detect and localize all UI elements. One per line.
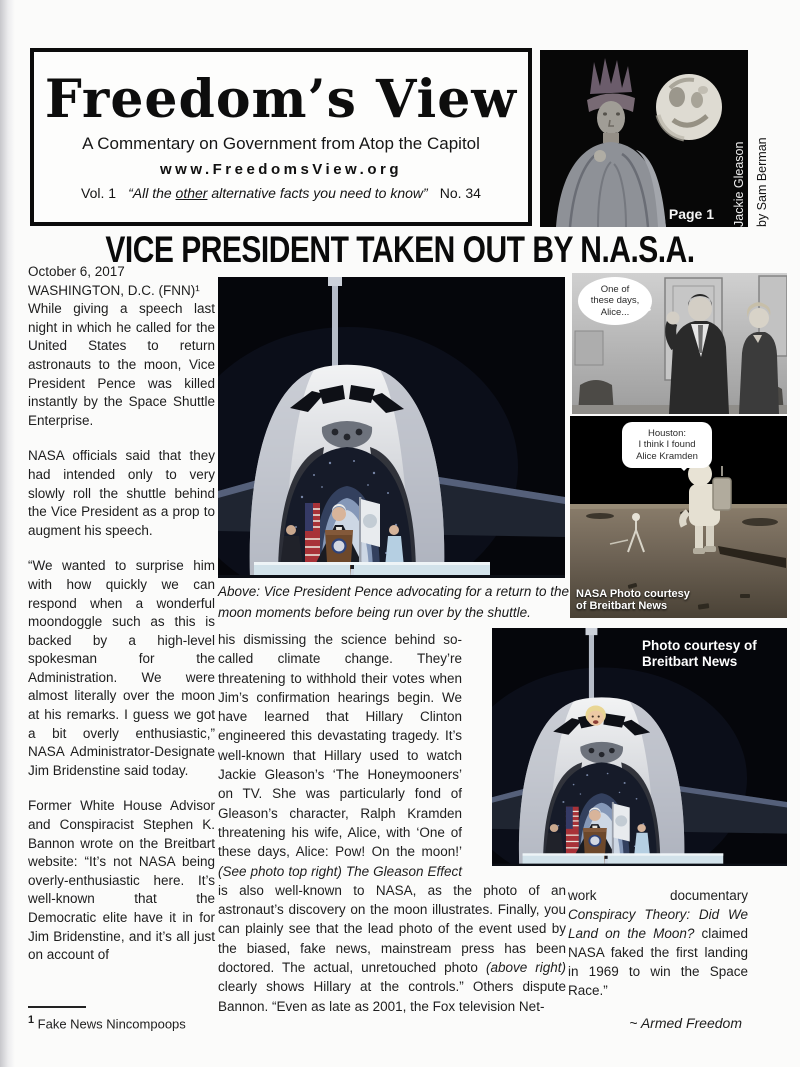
footnote (28, 1006, 228, 1031)
artwork-credit-jackie-gleason: Jackie Gleason (732, 141, 746, 227)
article-paragraph: Former White House Advisor and Conspiracist Stephen K. Bannon wrote on the Breitbart website: “It’s not NASA being overly-enthusiastic here. It’s well-known that the Democratic elite have it in for Jim Bridenstine, and it’s all just on account of (28, 798, 215, 963)
article-closing-text: work documentary Conspiracy Theory: Did We Land on the Moon? claimed NASA faked the first landing in 1969 to win the Space Race.” (568, 888, 748, 998)
headline: VICE PRESIDENT TAKEN OUT BY N.A.S.A. (105, 230, 695, 271)
hillary-photo-credit: Photo courtesy of Breitbart News (642, 638, 757, 669)
article-paragraph: “We wanted to surprise him with how quickly we can respond when a wonderful moondoggle such as this is backed by a high-level spokesman for the Administration. We were almost literally over the moon at his remarks. I guess we got a bit overly enthusiastic,” NASA Administrator-Designate Jim Bridenstine said today. (28, 558, 215, 778)
article-paragraph: NASA officials said that they had intended only to very slowly roll the shuttle behind the Vice President as a prop to augment his speech. (28, 448, 215, 538)
signoff: ~ Armed Freedom (629, 1015, 742, 1031)
left-column (28, 263, 215, 965)
issue-label: No. 34 (439, 185, 481, 202)
speech-bubble-honeymooners: One of these days, Alice... (578, 277, 652, 325)
right-column (568, 886, 748, 1033)
page-number-label: Page 1 (668, 206, 714, 222)
honeymooners-photo (572, 273, 787, 414)
masthead-artwork-panel (540, 50, 748, 227)
article-continued-text: his dismissing the science behind so-called climate change. They’re threatening to withhold their votes when Jim’s confirmation hearings begin. We have learned that Hillary Clinton engineered this devastating tragedy. It’s well-known that Hillary used to watch Jackie Gleason’s ‘The Honeymooners’ on TV. She was particularly fond of Gleason’s character, Ralph Kramden threatening his wife, Alice, with ‘One of these days, Alice: Pow! On the moon!’ (See photo top right) The Gleason Effect is also well-known to NASA, as the photo of an astronaut’s discovery on the moon illustrates. Finally, you can plainly see that the lead photo of the event used by the biased, fake news, mainstream press has been doctored. The actual, unretouched photo (above right) clearly shows Hillary at the controls.” Others dispute Bannon. “Even as late as 2001, the Fox television Net- (218, 632, 566, 1014)
speech-bubble-astronaut: Houston: I think I found Alice Kramden (622, 422, 712, 468)
article-paragraph: While giving a speech last night in which he called for the United States to return astronauts to the moon, Vice President Pence was killed instantly by the Space Shuttle Enterprise. (28, 301, 215, 428)
shuttle-pence-illustration (218, 277, 565, 578)
main-photo-caption: Above: Vice President Pence advocating for a return to the moon moments before being run over by the shuttle. (218, 584, 569, 620)
newspaper-title: Freedom’s View (44, 68, 518, 130)
masthead-subtitle: A Commentary on Government from Atop the Capitol (82, 134, 480, 154)
artwork-credit-sam-berman: by Sam Berman (755, 137, 769, 227)
masthead-box (30, 48, 532, 226)
scan-edge-shadow (0, 0, 15, 1067)
masthead-tagline: “All the other alternative facts you need to know” (128, 185, 428, 202)
astronaut-photo (570, 416, 787, 618)
footnote-text: $^1$ Fake News Nincompoops (28, 1014, 186, 1032)
dateline: October 6, 2017 (28, 264, 125, 279)
footnote-rule (28, 1006, 86, 1008)
masthead-volume-line (81, 185, 481, 201)
volume-label: Vol. 1 (81, 185, 117, 202)
hillary-shuttle-photo (492, 628, 787, 866)
location-line: WASHINGTON, D.C. (FNN)¹ (28, 282, 200, 298)
masthead-website: www.FreedomsView.org (160, 161, 402, 179)
astronaut-photo-credit: NASA Photo courtesy of Breitbart News (576, 587, 690, 613)
statue-and-moon-illustration (540, 50, 748, 227)
main-photo (218, 277, 565, 578)
